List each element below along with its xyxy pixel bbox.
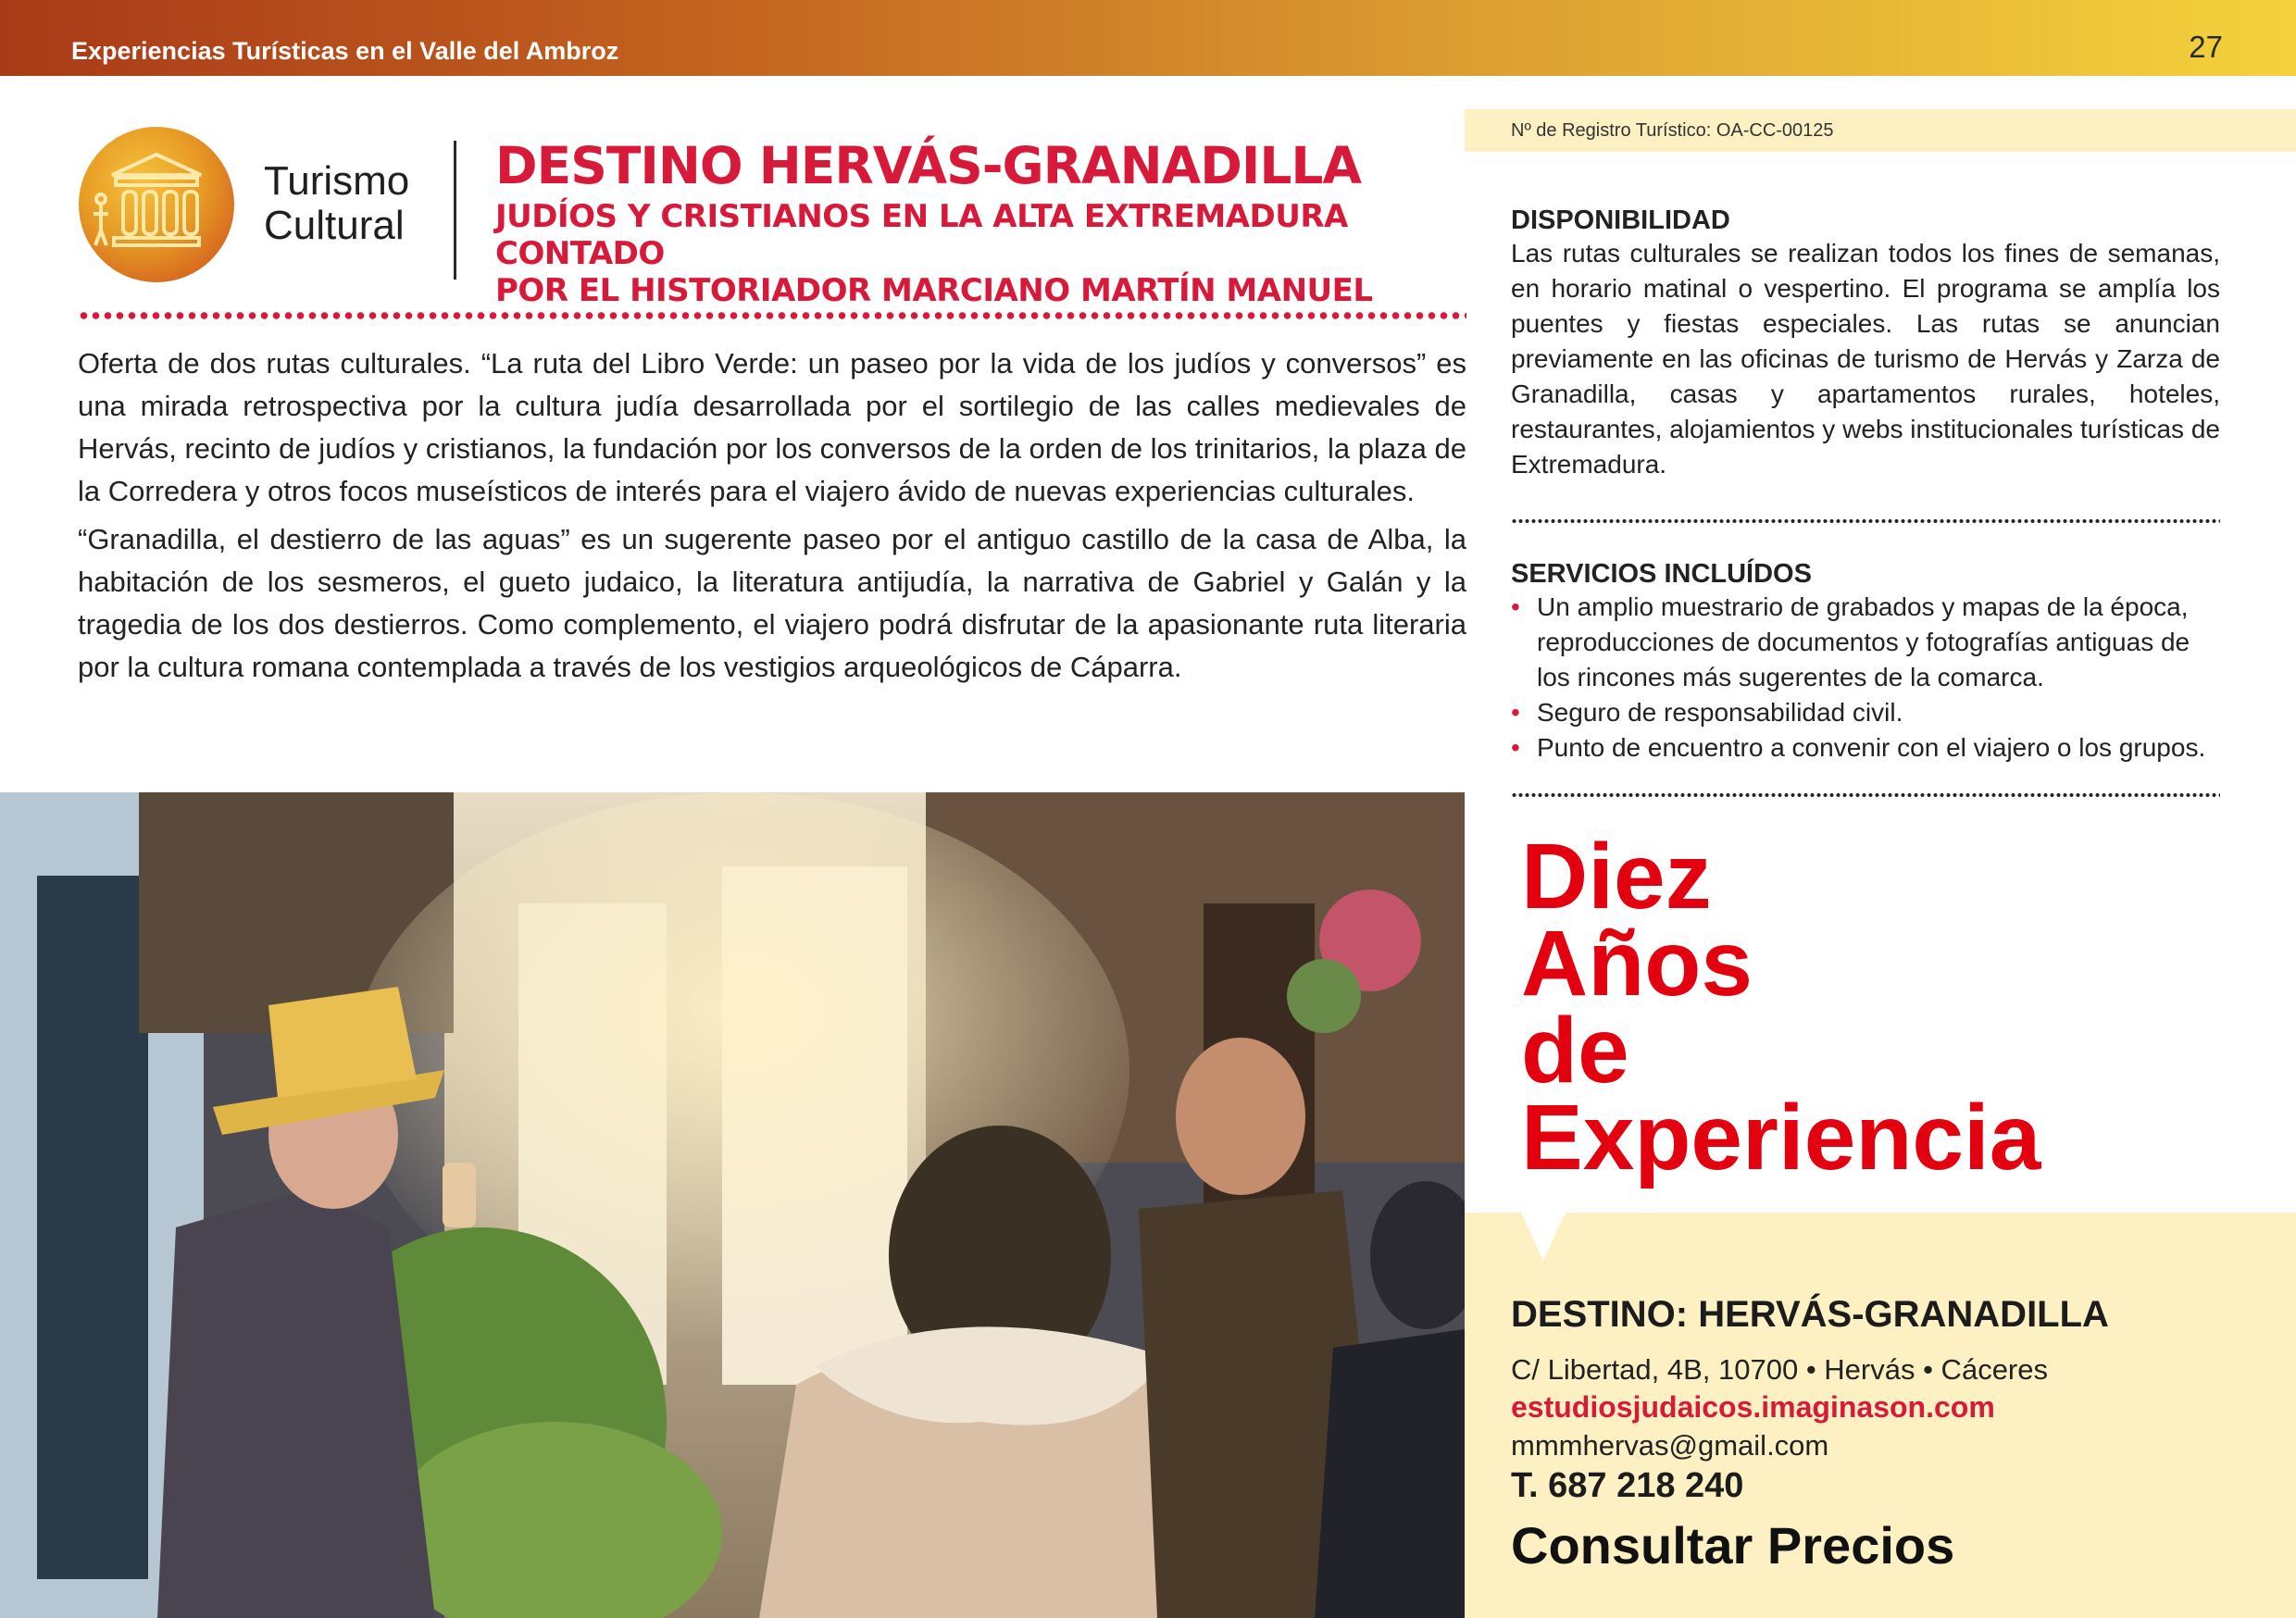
prices-note: Consultar Precios [1511, 1516, 1955, 1574]
logo-label-line1: Turismo [264, 158, 410, 204]
subtitle-line1: JUDÍOS Y CRISTIANOS EN LA ALTA EXTREMADURA CONTADO [495, 198, 1348, 272]
services-list [1511, 590, 2220, 765]
phone-number: T. 687 218 240 [1511, 1466, 1744, 1505]
email-link[interactable]: mmmhervas@gmail.com [1511, 1429, 1829, 1462]
services-section [1511, 559, 2220, 765]
title-main: DESTINO HERVÁS-GRANADILLA [495, 136, 1361, 195]
availability-section [1511, 205, 2220, 482]
turismo-cultural-logo [79, 127, 234, 282]
header-bar [0, 0, 2296, 76]
description-paragraph-1: Oferta de dos rutas culturales. “La ruta del Libro Verde: un paseo por la vida de los judíos y conversos” es una mirada retrospectiva por la cultura judía desarrollada por el sortilegio de las calles medievales de Hervás, recinto de judíos y cristianos, la fundación por los conversos de la orden de los trinitarios, la plaza de la Corredera y otros focos museísticos de interés para el viajero ávido de nuevas experiencias culturales. [78, 347, 1466, 507]
classical-building-icon [79, 127, 234, 282]
title-subtitle [495, 198, 1477, 309]
registration-bar [1465, 109, 2296, 152]
registration-number: Nº de Registro Turístico: OA-CC-00125 [1511, 120, 1834, 141]
page-number: 27 [2189, 30, 2223, 64]
website-link[interactable]: estudiosjudaicos.imaginason.com [1511, 1390, 1995, 1424]
availability-heading: DISPONIBILIDAD [1511, 205, 1730, 235]
slogan-line: Años [1521, 912, 1753, 1015]
description-paragraph-2: “Granadilla, el destierro de las aguas” es un sugerente paseo por el antiguo castillo de la casa de Alba, la habitación de los sesmeros, el gueto judaico, la literatura antijudía, la narrativa de Gabriel y Galán y la tragedia de los dos destierros. Como complemento, el viajero podrá disfrutar de la apasionante ruta literaria por la cultura romana contemplada a través de los vestigios arqueológicos de Cáparra. [78, 523, 1466, 683]
speech-notch [1521, 1213, 1566, 1261]
dotted-divider [78, 311, 1466, 320]
services-heading: SERVICIOS INCLUÍDOS [1511, 559, 1812, 589]
page-title [495, 137, 1477, 309]
availability-text: Las rutas culturales se realizan todos los fines de semanas, en horario matinal o vespertino. El programa se amplía los puentes y fiestas especiales. Las rutas se anuncian previamente en las oficinas de turismo de Hervás y Zarza de Granadilla, casas y apartamentos rurales, hoteles, restaurantes, alojamientos y webs institucionales turísticas de Extremadura. [1511, 239, 2220, 479]
logo-label [264, 159, 409, 248]
description [78, 342, 1466, 694]
slogan-line: Diez [1521, 825, 1712, 928]
logo-label-line2: Cultural [264, 203, 405, 248]
contact-destination: DESTINO: HERVÁS-GRANADILLA [1511, 1294, 2109, 1335]
slogan-line: Experiencia [1521, 1086, 2041, 1189]
list-item: • Seguro de responsabilidad civil. [1511, 695, 2220, 730]
tour-photo [0, 792, 1465, 1618]
contact-address: C/ Libertad, 4B, 10700 • Hervás • Cáceres [1511, 1353, 2048, 1386]
subtitle-line2: POR EL HISTORIADOR MARCIANO MARTÍN MANUEL [495, 272, 1373, 309]
dotted-separator [1511, 518, 2220, 524]
dotted-separator [1511, 792, 2220, 798]
slogan-line: de [1521, 999, 1629, 1102]
logo-divider [454, 141, 456, 280]
list-item: • Punto de encuentro a convenir con el viajero o los grupos. [1511, 730, 2220, 765]
slogan [1521, 825, 2041, 1189]
section-title: Experiencias Turísticas en el Valle del Ambroz [71, 37, 619, 65]
list-item: • Un amplio muestrario de grabados y mapas de la época, reproducciones de documentos y fotografías antiguas de los rincones más sugerentes de la comarca. [1511, 590, 2220, 695]
